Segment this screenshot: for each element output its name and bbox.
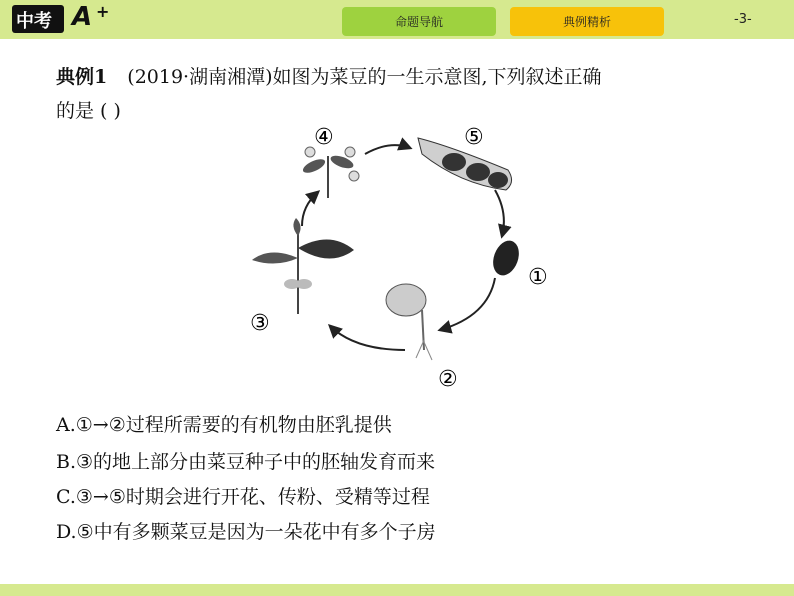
arrow-1-to-2	[440, 278, 495, 330]
label-stage-3: ③	[250, 311, 270, 336]
arrow-3-to-4	[302, 192, 318, 226]
logo-plus-mark: +	[96, 2, 110, 21]
arrow-2-to-3	[330, 326, 405, 350]
tab-example-analysis[interactable]: 典例精析	[510, 7, 664, 36]
question-line-2: 的是 ( )	[56, 100, 121, 122]
logo	[12, 5, 64, 33]
label-stage-2: ②	[438, 367, 458, 392]
arrow-4-to-5	[365, 145, 410, 154]
tab-topic-navigation[interactable]: 命题导航	[342, 7, 496, 36]
flowering-plant-illustration	[301, 147, 359, 198]
footer-bar	[0, 584, 794, 596]
logo-a-mark: A	[72, 2, 93, 32]
label-stage-4: ④	[314, 125, 334, 150]
option-b[interactable]: B.③的地上部分由菜豆种子中的胚轴发育而来	[56, 451, 436, 473]
question-line-1	[56, 62, 602, 89]
question-label: 典例1	[56, 66, 108, 88]
option-a[interactable]: A.①→②过程所需要的有机物由胚乳提供	[56, 414, 392, 436]
option-c[interactable]: C.③→⑤时期会进行开花、传粉、受精等过程	[56, 486, 430, 508]
logo-text: 中考	[16, 11, 52, 32]
seedling-illustration	[252, 218, 354, 314]
arrow-5-to-1	[495, 190, 504, 236]
header-bar	[0, 0, 794, 39]
germinating-seed-illustration	[386, 284, 432, 360]
label-stage-1: ①	[528, 265, 548, 290]
bean-seed-illustration	[489, 237, 524, 279]
page-number: -3-	[734, 12, 752, 27]
option-d[interactable]: D.⑤中有多颗菜豆是因为一朵花中有多个子房	[56, 521, 436, 543]
label-stage-5: ⑤	[464, 125, 484, 150]
question-text-1: (2019·湖南湘潭)如图为菜豆的一生示意图,下列叙述正确	[127, 66, 602, 88]
bean-life-cycle-diagram	[240, 118, 570, 394]
